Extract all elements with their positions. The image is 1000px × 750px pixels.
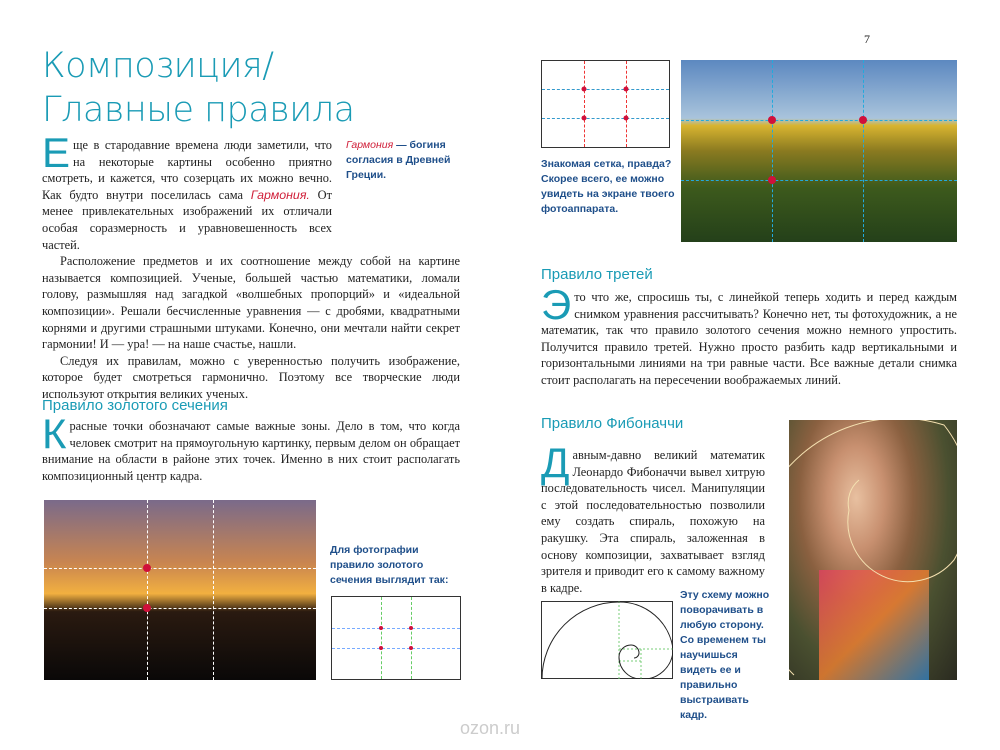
page-number: 7 (864, 32, 870, 46)
harmony-highlight: Гармония. (250, 187, 310, 202)
fibonacci-heading: Правило Фибоначчи (541, 415, 684, 432)
intro-p1: ще в стародавние времена люди заметили, что на некоторые картины особенно приятно смотреть, и кажется, что созерцать их можно вечно. Как будто внутри поселилась сама (42, 138, 332, 202)
thirds-body: то что же, спросишь ты, с линейкой теперь ходить и перед каждым снимком уравнения рассчитывать? Конечно нет, ты фотохудожник, а не математик, так что правило золотого сечения можно немного упростить. Получится правило третей. Нужно просто разбить кадр вертикальными и горизонтальными линиями на три равные части. Все важные детали снимка стоит располагать на пересечении воображаемых линий. (541, 290, 957, 387)
sunflower-photo (681, 60, 957, 242)
drop-cap: К (42, 410, 67, 457)
thirds-heading: Правило третей (541, 266, 653, 283)
sidenote (346, 138, 461, 183)
golden-text (42, 410, 460, 484)
sunset-photo (44, 500, 316, 680)
intro-p3: Следуя их правилам, можно с уверенностью получить изображение, которое будет смотреться гармонично. Поэтому все творческие люди используют открытия великих ученых. (42, 353, 460, 401)
grid-caption: Знакомая сетка, правда? Скорее всего, ее можно увидеть на экране твоего фотоаппарата. (541, 158, 675, 215)
drop-cap: Е (42, 129, 71, 176)
golden-grid-diagram (331, 596, 461, 680)
golden-body: расные точки обозначают самые важные зоны. Дело в том, что когда человек смотрит на прямоугольную картинку, первым делом он обращает внимание на области в районе этих точек. Именно в них стоит располагать композиционный центр кадра. (42, 419, 460, 483)
page-title (42, 44, 355, 132)
golden-caption: Для фотографии правило золотого сечения выглядит так: (330, 544, 449, 586)
fibonacci-spiral-diagram (541, 601, 673, 679)
drop-cap: Э (541, 281, 572, 328)
watermark: ozon.ru (460, 718, 521, 738)
sidenote-term: Гармония (346, 139, 394, 151)
fibonacci-caption: Эту схему можно поворачивать в любую сторону. Со временем ты научишься видеть ее и правильно выстраивать кадр. (680, 589, 770, 721)
title-line-1: Композиция/ (42, 46, 274, 86)
intro-p1-end: От менее привлекательных изображений их отличали особая соразмерность и уравновешенность всех частей. (42, 187, 332, 252)
sidenote-text: — богиня согласия в Древней Греции. (346, 139, 451, 181)
thirds-text (541, 281, 957, 389)
drop-cap: Д (541, 439, 570, 486)
fibonacci-body: авным-давно великий математик Леонардо Фибоначчи вывел хитрую последовательность чисел. Манипуляции с этой последовательностью позволили ему создать спираль, похожую на ракушку. Эта спираль, заложенная в основу композиции, захватывает взгляд зрителя и приводит его к самому важному в кадре. (541, 448, 765, 595)
title-line-2: Главные правила (42, 90, 355, 130)
thirds-grid-diagram (541, 60, 670, 148)
spiral-overlay (789, 420, 957, 680)
golden-heading: Правило золотого сечения (42, 397, 228, 414)
girl-portrait-photo (789, 420, 957, 680)
intro-p2: Расположение предметов и их соотношение между собой на картине называется композицией. Ученые, большей частью математики, ломали голову, размышляя над загадкой «волшебных пропорций» и «идеальной композиции». Решали бесчисленные уравнения — с дробями, квадратными корнями и другими страшными штуками. Конечно, они мечтали найти секрет гармонии! И — ура! — на наше счастье, нашли. (42, 254, 460, 352)
fibonacci-text (541, 439, 765, 596)
